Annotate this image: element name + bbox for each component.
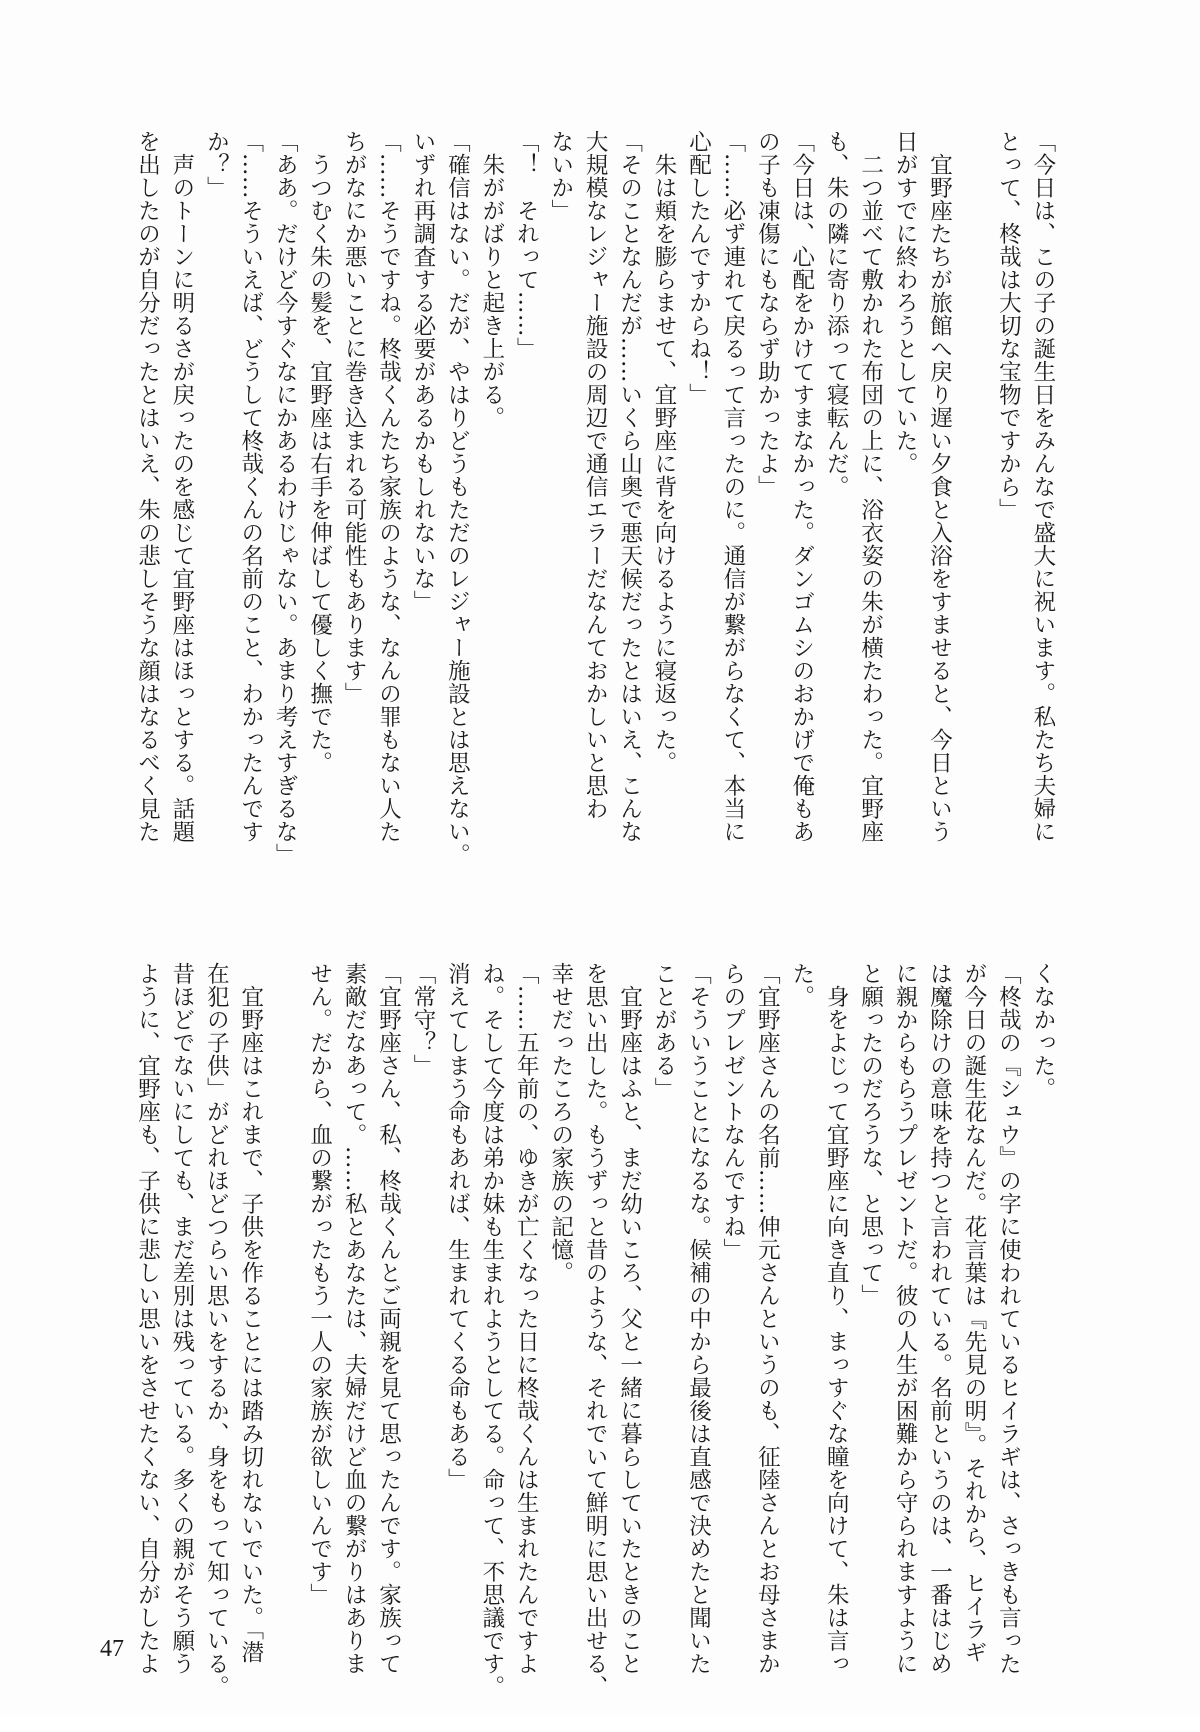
text-column: を思い出した。もうずっと昔のような、それでいて鮮明に思い出せる、 — [582, 962, 609, 1698]
text-column: 朱は頬を膨らませて、宜野座に背を向けるように寝返った。 — [651, 130, 677, 774]
text-column: 日がすでに終わろうとしていた。 — [892, 130, 919, 475]
text-column: も、朱の隣に寄り添って寝転んだ。 — [823, 130, 850, 498]
text-column: 「そういうことになるな。候補の中から最後は直感で決めたと聞いた — [685, 962, 712, 1675]
text-column: 朱ががばりと起き上がる。 — [478, 130, 505, 429]
text-column: 宜野座はこれまで、子供を作ることには踏み切れないでいた。「潜 — [237, 962, 264, 1664]
text-column: せん。だから、血の繋がったもう一人の家族が欲しいんです」 — [306, 962, 333, 1606]
text-column: ね。そして今度は弟か妹も生まれようとしてる。命って、不思議です。 — [478, 962, 505, 1698]
text-column: 「ああ。だけど今すぐなにかあるわけじゃない。あまり考えすぎるな」 — [272, 130, 299, 866]
text-column: 「確信はない。だが、やはりどうもただのレジャー施設とは思えない。 — [444, 130, 471, 866]
text-column: 「今日は、心配をかけてすまなかった。ダンゴムシのおかげで俺もあ — [788, 130, 815, 843]
text-column: ないか」 — [547, 130, 574, 222]
text-column: 二つ並べて敷かれた布団の上に、浴衣姿の朱が横たわった。宜野座 — [857, 130, 884, 843]
text-column: うつむく朱の髪を、宜野座は右手を伸ばして優しく撫でた。 — [306, 130, 333, 774]
text-column: とって、柊哉は大切な宝物ですから」 — [995, 130, 1022, 521]
text-column — [959, 130, 993, 900]
text-column: らのプレゼントなんですね」 — [719, 962, 746, 1261]
text-column: 「そのことなんだが……いくら山奥で悪天候だったとはいえ、こんな — [616, 130, 643, 843]
text-column: 心配したんですからね！」 — [685, 130, 712, 406]
text-column: 大規模なレジャー施設の周辺で通信エラーだなんておかしいと思わ — [582, 130, 609, 820]
text-column: ちがなにか悪いことに巻き込まれる可能性もあります」 — [341, 130, 368, 705]
text-column: か？」 — [203, 130, 230, 199]
text-column: ように、宜野座も、子供に悲しい思いをさせたくない、自分がしたよ — [134, 962, 161, 1675]
text-column: いずれ再調査する必要があるかもしれないな」 — [409, 130, 436, 613]
text-column: 「……そういえば、どうして柊哉くんの名前のこと、わかったんです — [237, 130, 264, 843]
text-column: 「常守？」 — [409, 962, 436, 1077]
text-column: 昔ほどでないにしても、まだ差別は残っている。多くの親がそう願う — [168, 962, 195, 1675]
page-number: 47 — [100, 1636, 124, 1662]
text-column: ことがある」 — [651, 962, 677, 1100]
text-column: と願ったのだろうな、と思って」 — [857, 962, 884, 1307]
text-column: に親からもらうプレゼントだ。彼の人生が困難から守られますように — [892, 962, 919, 1675]
text-column: くなかった。 — [1029, 962, 1056, 1100]
text-column: 「……必ず連れて戻るって言ったのに。通信が繋がらなくて、本当に — [719, 130, 746, 843]
text-column: は魔除けの意味を持つと言われている。名前というのは、一番はじめ — [926, 962, 953, 1675]
text-column: を出したのが自分だったとはいえ、朱の悲しそうな顔はなるべく見た — [134, 130, 161, 843]
text-column: 身をよじって宜野座に向き直り、まっすぐな瞳を向けて、朱は言っ — [823, 962, 850, 1675]
text-column: 「柊哉の『シュウ』の字に使われているヒイラギは、さっきも言った — [995, 962, 1022, 1675]
text-column: 声のトーンに明るさが戻ったのを感じて宜野座はほっとする。話題 — [168, 130, 195, 843]
upper-text-block — [132, 130, 1062, 900]
text-column: 「……そうですね。柊哉くんたち家族のような、なんの罪もない人た — [375, 130, 402, 843]
text-column: 在犯の子供」がどれほどつらい思いをするか、身をもって知っている。 — [203, 962, 230, 1698]
text-column: 宜野座たちが旅館へ戻り遅い夕食と入浴をすませると、今日という — [926, 130, 953, 843]
text-column: 素敵だなあって。……私とあなたは、夫婦だけど血の繋がりはありま — [341, 962, 368, 1675]
text-column: 消えてしまう命もあれば、生まれてくる命もある」 — [444, 962, 471, 1491]
text-column: が今日の誕生花なんだ。花言葉は『先見の明』。それから、ヒイラギ — [960, 962, 987, 1664]
text-column: 「宜野座さん、私、柊哉くんとご両親を見て思ったんです。家族って — [375, 962, 402, 1675]
text-column: 「……五年前の、ゆきが亡くなった日に柊哉くんは生まれたんですよ — [513, 962, 540, 1675]
text-column: 「今日は、この子の誕生日をみんなで盛大に祝います。私たち夫婦に — [1029, 130, 1056, 843]
text-column: の子も凍傷にもならず助かったよ」 — [754, 130, 781, 498]
text-column: た。 — [788, 962, 815, 1008]
text-column: 「！ それって……」 — [513, 130, 540, 360]
text-column — [270, 962, 304, 1732]
text-column: 幸せだったころの家族の記憶。 — [547, 962, 574, 1284]
text-column: 「宜野座さんの名前……伸元さんというのも、征陸さんとお母さまか — [754, 962, 781, 1675]
lower-text-block — [132, 962, 1062, 1732]
text-column: 宜野座はふと、まだ幼いころ、父と一緒に暮らしていたときのこと — [616, 962, 643, 1675]
